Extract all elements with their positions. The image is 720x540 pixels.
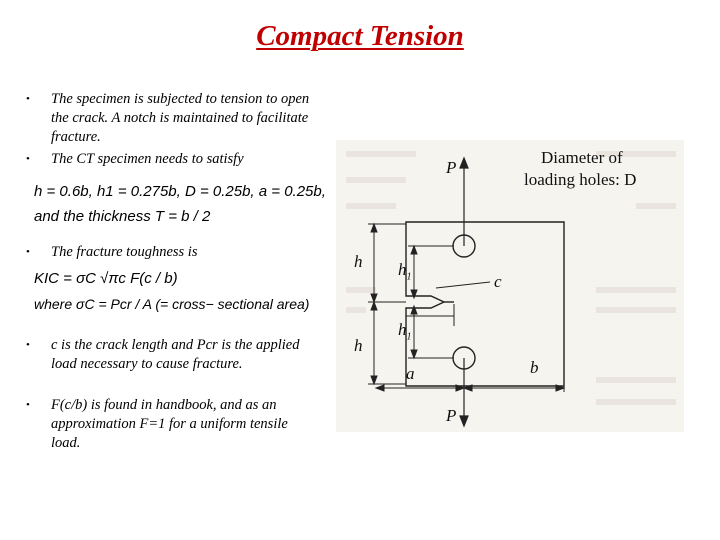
- fracture-toughness-equation: [34, 270, 178, 287]
- height-label-lower: h: [354, 336, 363, 355]
- stress-definition-equation: [34, 296, 309, 312]
- specimen-outline: [406, 222, 564, 386]
- specimen-figure: [336, 140, 684, 432]
- kic-equation-text: KIC = σC √πc F(c / b): [34, 270, 178, 287]
- bullet-text: c is the crack length and Pcr is the applied load necessary to cause fracture.: [51, 337, 300, 372]
- geometry-equation-text: h = 0.6b, h1 = 0.275b, D = 0.25b, a = 0.25b,: [34, 183, 326, 200]
- load-label-top: P: [446, 158, 457, 177]
- thickness-equation-text: and the thickness T = b / 2: [34, 208, 211, 225]
- load-label-bottom: P: [446, 406, 457, 425]
- h1-label-upper-text: h: [398, 260, 407, 279]
- geometry-equation-line2: [34, 208, 210, 225]
- bullet-text: The specimen is subjected to tension to open the crack. A notch is maintained to facilitate fracture.: [51, 91, 310, 145]
- where-equation-text: where σC = Pcr / A (= cross− sectional area): [34, 296, 310, 312]
- bullet-text: F(c/b) is found in handbook, and as an approximation F=1 for a uniform tensile load.: [51, 397, 288, 451]
- figure-caption-line2: loading holes: D: [524, 170, 637, 189]
- b-dimension-label: b: [530, 358, 539, 377]
- page-title: Compact Tension: [256, 20, 464, 52]
- bullet-icon: •: [26, 246, 30, 258]
- bullet-icon: •: [26, 339, 30, 351]
- bullet-icon: •: [26, 399, 30, 411]
- a-dimension-label: a: [406, 364, 415, 383]
- crack-length-label: c: [494, 272, 502, 291]
- height-label-upper: h: [354, 252, 363, 271]
- figure-caption-line1: Diameter of: [541, 148, 623, 167]
- h1-label-upper: $h_1$: [398, 260, 412, 283]
- bullet-text: The CT specimen needs to satisfy: [51, 151, 244, 167]
- h1-label-lower-text: h: [398, 320, 407, 339]
- geometry-equation-line1: [34, 183, 326, 200]
- bullet-icon: •: [26, 153, 30, 165]
- bullet-text: The fracture toughness is: [51, 244, 198, 260]
- h1-label-lower: $h_1$: [398, 320, 412, 343]
- bullet-icon: •: [26, 93, 30, 105]
